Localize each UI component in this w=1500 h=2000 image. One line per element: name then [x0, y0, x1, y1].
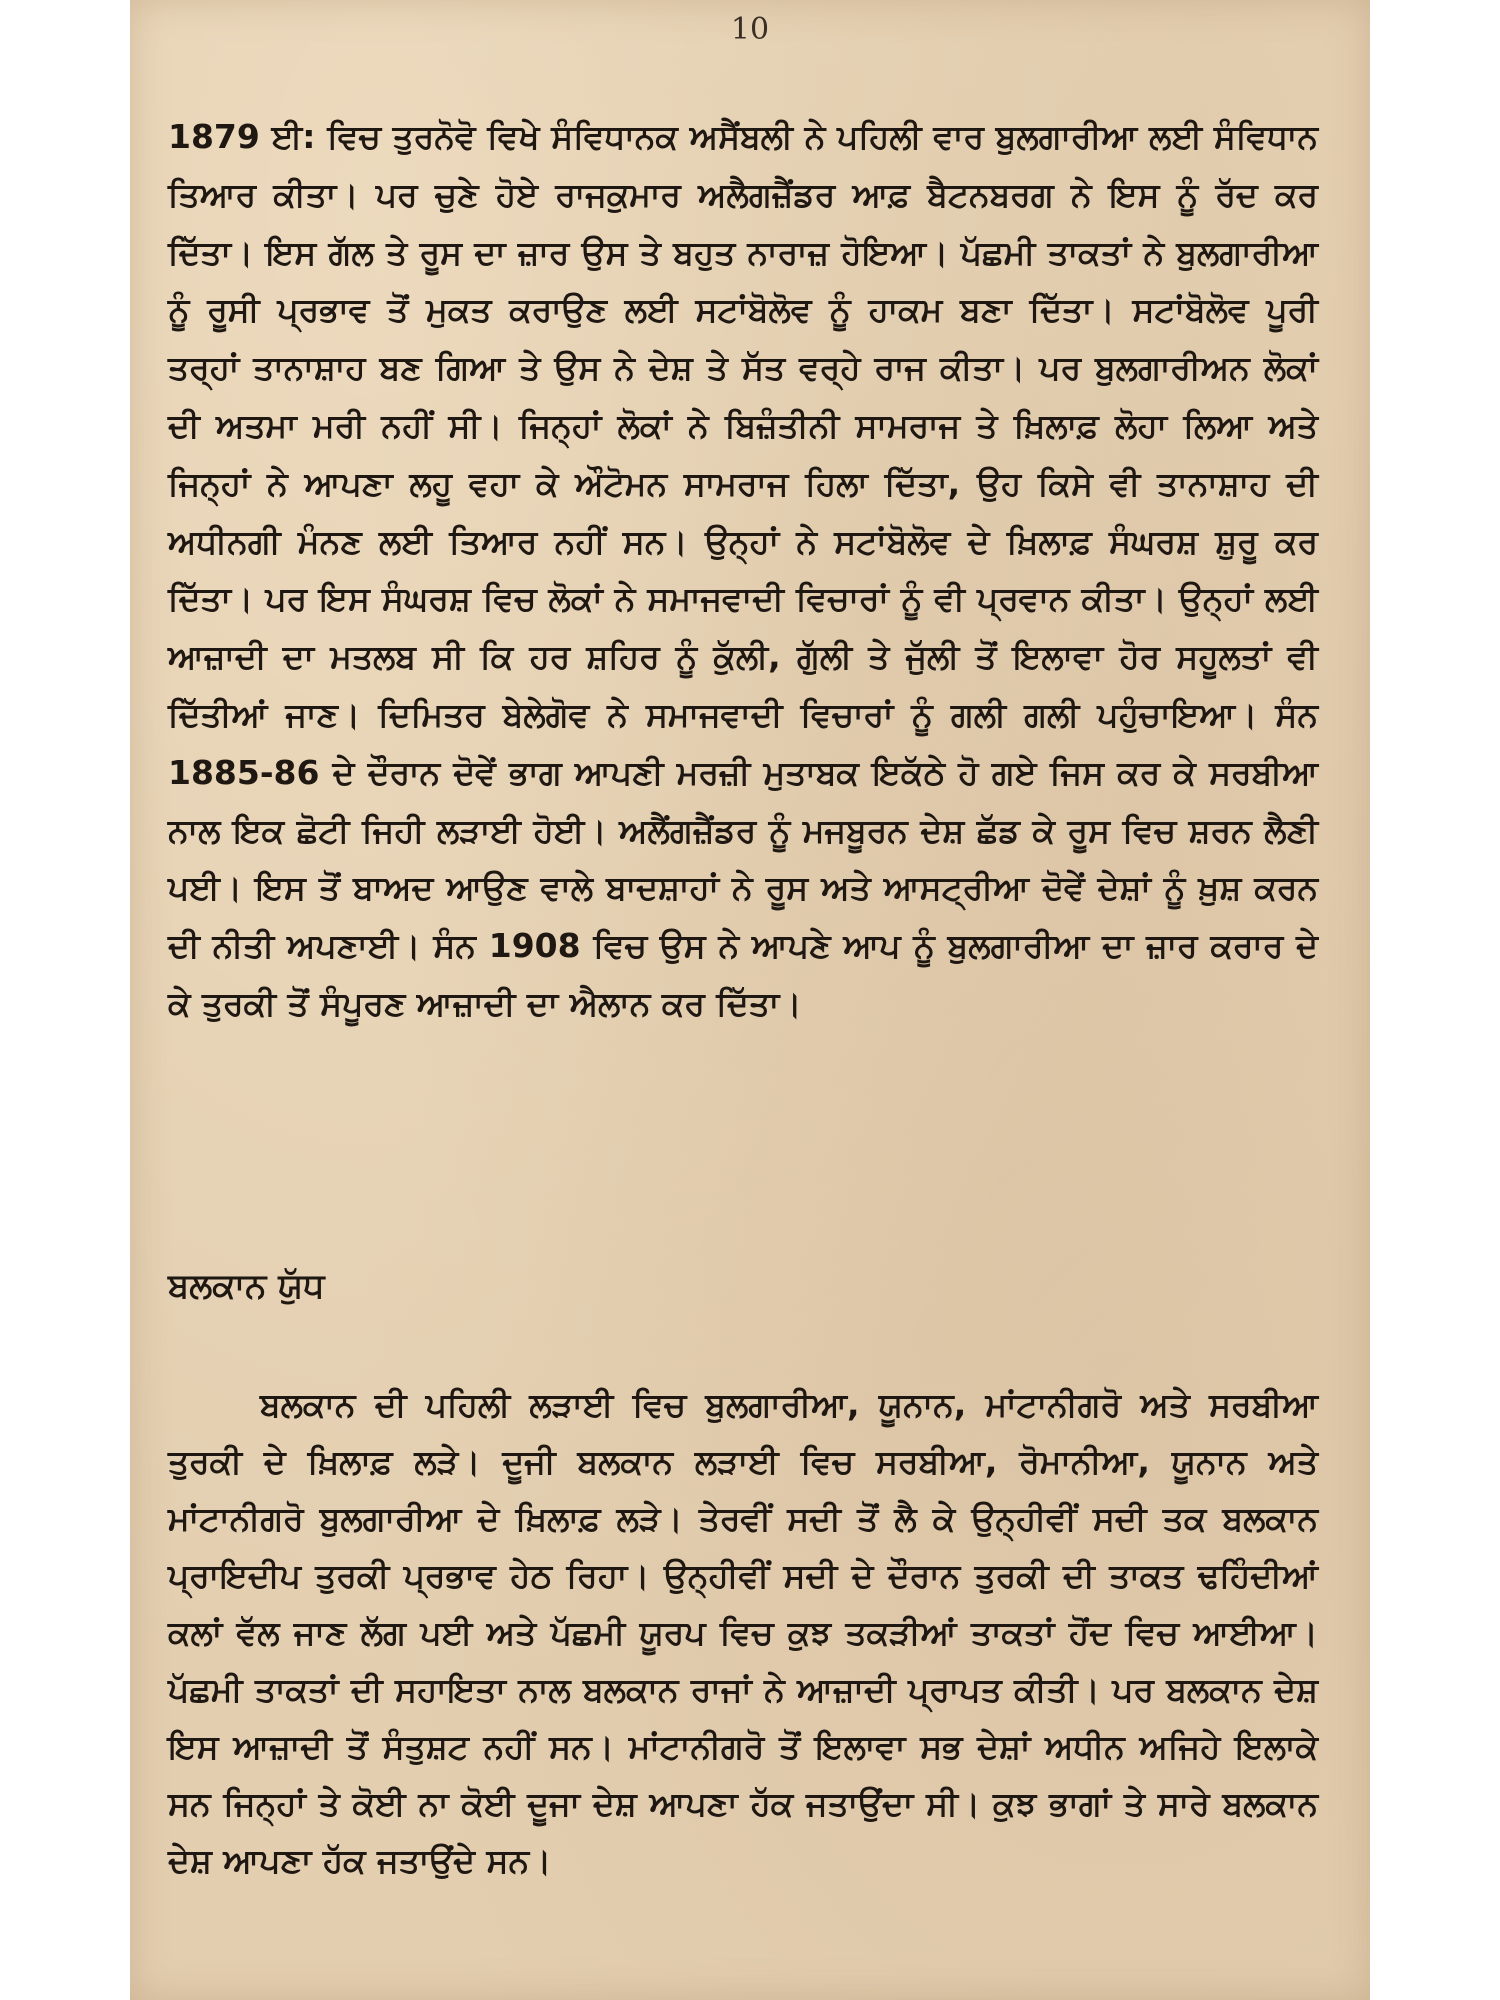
section-heading: ਬਲਕਾਨ ਯੁੱਧ [168, 1266, 325, 1306]
body-paragraph-2: ਬਲਕਾਨ ਦੀ ਪਹਿਲੀ ਲੜਾਈ ਵਿਚ ਬੁਲਗਾਰੀਆ, ਯੂਨਾਨ, ਮਾਂਟਾਨੀਗਰੋ ਅਤੇ ਸਰਬੀਆ ਤੁਰਕੀ ਦੇ ਖ਼ਿਲਾਫ਼ ਲੜੇ। ਦੂਜੀ ਬਲਕਾਨ ਲੜਾਈ ਵਿਚ ਸਰਬੀਆ, ਰੋਮਾਨੀਆ, ਯੂਨਾਨ ਅਤੇ ਮਾਂਟਾਨੀਗਰੋ ਬੁਲਗਾਰੀਆ ਦੇ ਖ਼ਿਲਾਫ਼ ਲੜੇ। ਤੇਰਵੀਂ ਸਦੀ ਤੋਂ ਲੈ ਕੇ ਉਨ੍ਹੀਵੀਂ ਸਦੀ ਤਕ ਬਲਕਾਨ ਪ੍ਰਾਇਦੀਪ ਤੁਰਕੀ ਪ੍ਰਭਾਵ ਹੇਠ ਰਿਹਾ। ਉਨ੍ਹੀਵੀਂ ਸਦੀ ਦੇ ਦੌਰਾਨ ਤੁਰਕੀ ਦੀ ਤਾਕਤ ਢਹਿੰਦੀਆਂ ਕਲਾਂ ਵੱਲ ਜਾਣ ਲੱਗ ਪਈ ਅਤੇ ਪੱਛਮੀ ਯੂਰਪ ਵਿਚ ਕੁਝ ਤਕੜੀਆਂ ਤਾਕਤਾਂ ਹੋਂਦ ਵਿਚ ਆਈਆ। ਪੱਛਮੀ ਤਾਕਤਾਂ ਦੀ ਸਹਾਇਤਾ ਨਾਲ ਬਲਕਾਨ ਰਾਜਾਂ ਨੇ ਆਜ਼ਾਦੀ ਪ੍ਰਾਪਤ ਕੀਤੀ। ਪਰ ਬਲਕਾਨ ਦੇਸ਼ ਇਸ ਆਜ਼ਾਦੀ ਤੋਂ ਸੰਤੁਸ਼ਟ ਨਹੀਂ ਸਨ। ਮਾਂਟਾਨੀਗਰੋ ਤੋਂ ਇਲਾਵਾ ਸਭ ਦੇਸ਼ਾਂ ਅਧੀਨ ਅਜਿਹੇ ਇਲਾਕੇ ਸਨ ਜਿਨ੍ਹਾਂ ਤੇ ਕੋਈ ਨਾ ਕੋਈ ਦੂਜਾ ਦੇਸ਼ ਆਪਣਾ ਹੱਕ ਜਤਾਉਂਦਾ ਸੀ। ਕੁਝ ਭਾਗਾਂ ਤੇ ਸਾਰੇ ਬਲਕਾਨ ਦੇਸ਼ ਆਪਣਾ ਹੱਕ ਜਤਾਉਂਦੇ ਸਨ। [168, 1385, 1318, 1880]
scanned-page [130, 0, 1370, 2000]
body-paragraph-1: 1879 ਈ: ਵਿਚ ਤੁਰਨੋਵੋ ਵਿਖੇ ਸੰਵਿਧਾਨਕ ਅਸੈਂਬਲੀ ਨੇ ਪਹਿਲੀ ਵਾਰ ਬੁਲਗਾਰੀਆ ਲਈ ਸੰਵਿਧਾਨ ਤਿਆਰ ਕੀਤਾ। ਪਰ ਚੁਣੇ ਹੋਏ ਰਾਜਕੁਮਾਰ ਅਲੈਗਜ਼ੈਂਡਰ ਆਫ਼ ਬੈਟਨਬਰਗ ਨੇ ਇਸ ਨੂੰ ਰੱਦ ਕਰ ਦਿੱਤਾ। ਇਸ ਗੱਲ ਤੇ ਰੂਸ ਦਾ ਜ਼ਾਰ ਉਸ ਤੇ ਬਹੁਤ ਨਾਰਾਜ਼ ਹੋਇਆ। ਪੱਛਮੀ ਤਾਕਤਾਂ ਨੇ ਬੁਲਗਾਰੀਆ ਨੂੰ ਰੂਸੀ ਪ੍ਰਭਾਵ ਤੋਂ ਮੁਕਤ ਕਰਾਉਣ ਲਈ ਸਟਾਂਬੋਲੋਵ ਨੂੰ ਹਾਕਮ ਬਣਾ ਦਿੱਤਾ। ਸਟਾਂਬੋਲੋਵ ਪੂਰੀ ਤਰ੍ਹਾਂ ਤਾਨਾਸ਼ਾਹ ਬਣ ਗਿਆ ਤੇ ਉਸ ਨੇ ਦੇਸ਼ ਤੇ ਸੱਤ ਵਰ੍ਹੇ ਰਾਜ ਕੀਤਾ। ਪਰ ਬੁਲਗਾਰੀਅਨ ਲੋਕਾਂ ਦੀ ਅਤਮਾ ਮਰੀ ਨਹੀਂ ਸੀ। ਜਿਨ੍ਹਾਂ ਲੋਕਾਂ ਨੇ ਬਿਜ਼ੰਤੀਨੀ ਸਾਮਰਾਜ ਤੇ ਖ਼ਿਲਾਫ਼ ਲੋਹਾ ਲਿਆ ਅਤੇ ਜਿਨ੍ਹਾਂ ਨੇ ਆਪਣਾ ਲਹੂ ਵਹਾ ਕੇ ਔਟੋਮਨ ਸਾਮਰਾਜ ਹਿਲਾ ਦਿੱਤਾ, ਉਹ ਕਿਸੇ ਵੀ ਤਾਨਾਸ਼ਾਹ ਦੀ ਅਧੀਨਗੀ ਮੰਨਣ ਲਈ ਤਿਆਰ ਨਹੀਂ ਸਨ। ਉਨ੍ਹਾਂ ਨੇ ਸਟਾਂਬੋਲੋਵ ਦੇ ਖ਼ਿਲਾਫ਼ ਸੰਘਰਸ਼ ਸ਼ੁਰੂ ਕਰ ਦਿੱਤਾ। ਪਰ ਇਸ ਸੰਘਰਸ਼ ਵਿਚ ਲੋਕਾਂ ਨੇ ਸਮਾਜਵਾਦੀ ਵਿਚਾਰਾਂ ਨੂੰ ਵੀ ਪ੍ਰਵਾਨ ਕੀਤਾ। ਉਨ੍ਹਾਂ ਲਈ ਆਜ਼ਾਦੀ ਦਾ ਮਤਲਬ ਸੀ ਕਿ ਹਰ ਸ਼ਹਿਰ ਨੂੰ ਕੁੱਲੀ, ਗੁੱਲੀ ਤੇ ਜੁੱਲੀ ਤੋਂ ਇਲਾਵਾ ਹੋਰ ਸਹੂਲਤਾਂ ਵੀ ਦਿੱਤੀਆਂ ਜਾਣ। ਦਿਮਿਤਰ ਬੇਲੇਗੋਵ ਨੇ ਸਮਾਜਵਾਦੀ ਵਿਚਾਰਾਂ ਨੂੰ ਗਲੀ ਗਲੀ ਪਹੁੰਚਾਇਆ। ਸੰਨ 1885-86 ਦੇ ਦੌਰਾਨ ਦੋਵੇਂ ਭਾਗ ਆਪਣੀ ਮਰਜ਼ੀ ਮੁਤਾਬਕ ਇਕੱਠੇ ਹੋ ਗਏ ਜਿਸ ਕਰ ਕੇ ਸਰਬੀਆ ਨਾਲ ਇਕ ਛੋਟੀ ਜਿਹੀ ਲੜਾਈ ਹੋਈ। ਅਲੈਂਗਜ਼ੈਂਡਰ ਨੂੰ ਮਜਬੂਰਨ ਦੇਸ਼ ਛੱਡ ਕੇ ਰੂਸ ਵਿਚ ਸ਼ਰਨ ਲੈਣੀ ਪਈ। ਇਸ ਤੋਂ ਬਾਅਦ ਆਉਣ ਵਾਲੇ ਬਾਦਸ਼ਾਹਾਂ ਨੇ ਰੂਸ ਅਤੇ ਆਸਟ੍ਰੀਆ ਦੋਵੇਂ ਦੇਸ਼ਾਂ ਨੂੰ ਖ਼ੁਸ਼ ਕਰਨ ਦੀ ਨੀਤੀ ਅਪਣਾਈ। ਸੰਨ 1908 ਵਿਚ ਉਸ ਨੇ ਆਪਣੇ ਆਪ ਨੂੰ ਬੁਲਗਾਰੀਆ ਦਾ ਜ਼ਾਰ ਕਰਾਰ ਦੇ ਕੇ ਤੁਰਕੀ ਤੋਂ ਸੰਪੂਰਣ ਆਜ਼ਾਦੀ ਦਾ ਐਲਾਨ ਕਰ ਦਿੱਤਾ। [168, 117, 1319, 1023]
page-number: 10 [730, 12, 770, 47]
